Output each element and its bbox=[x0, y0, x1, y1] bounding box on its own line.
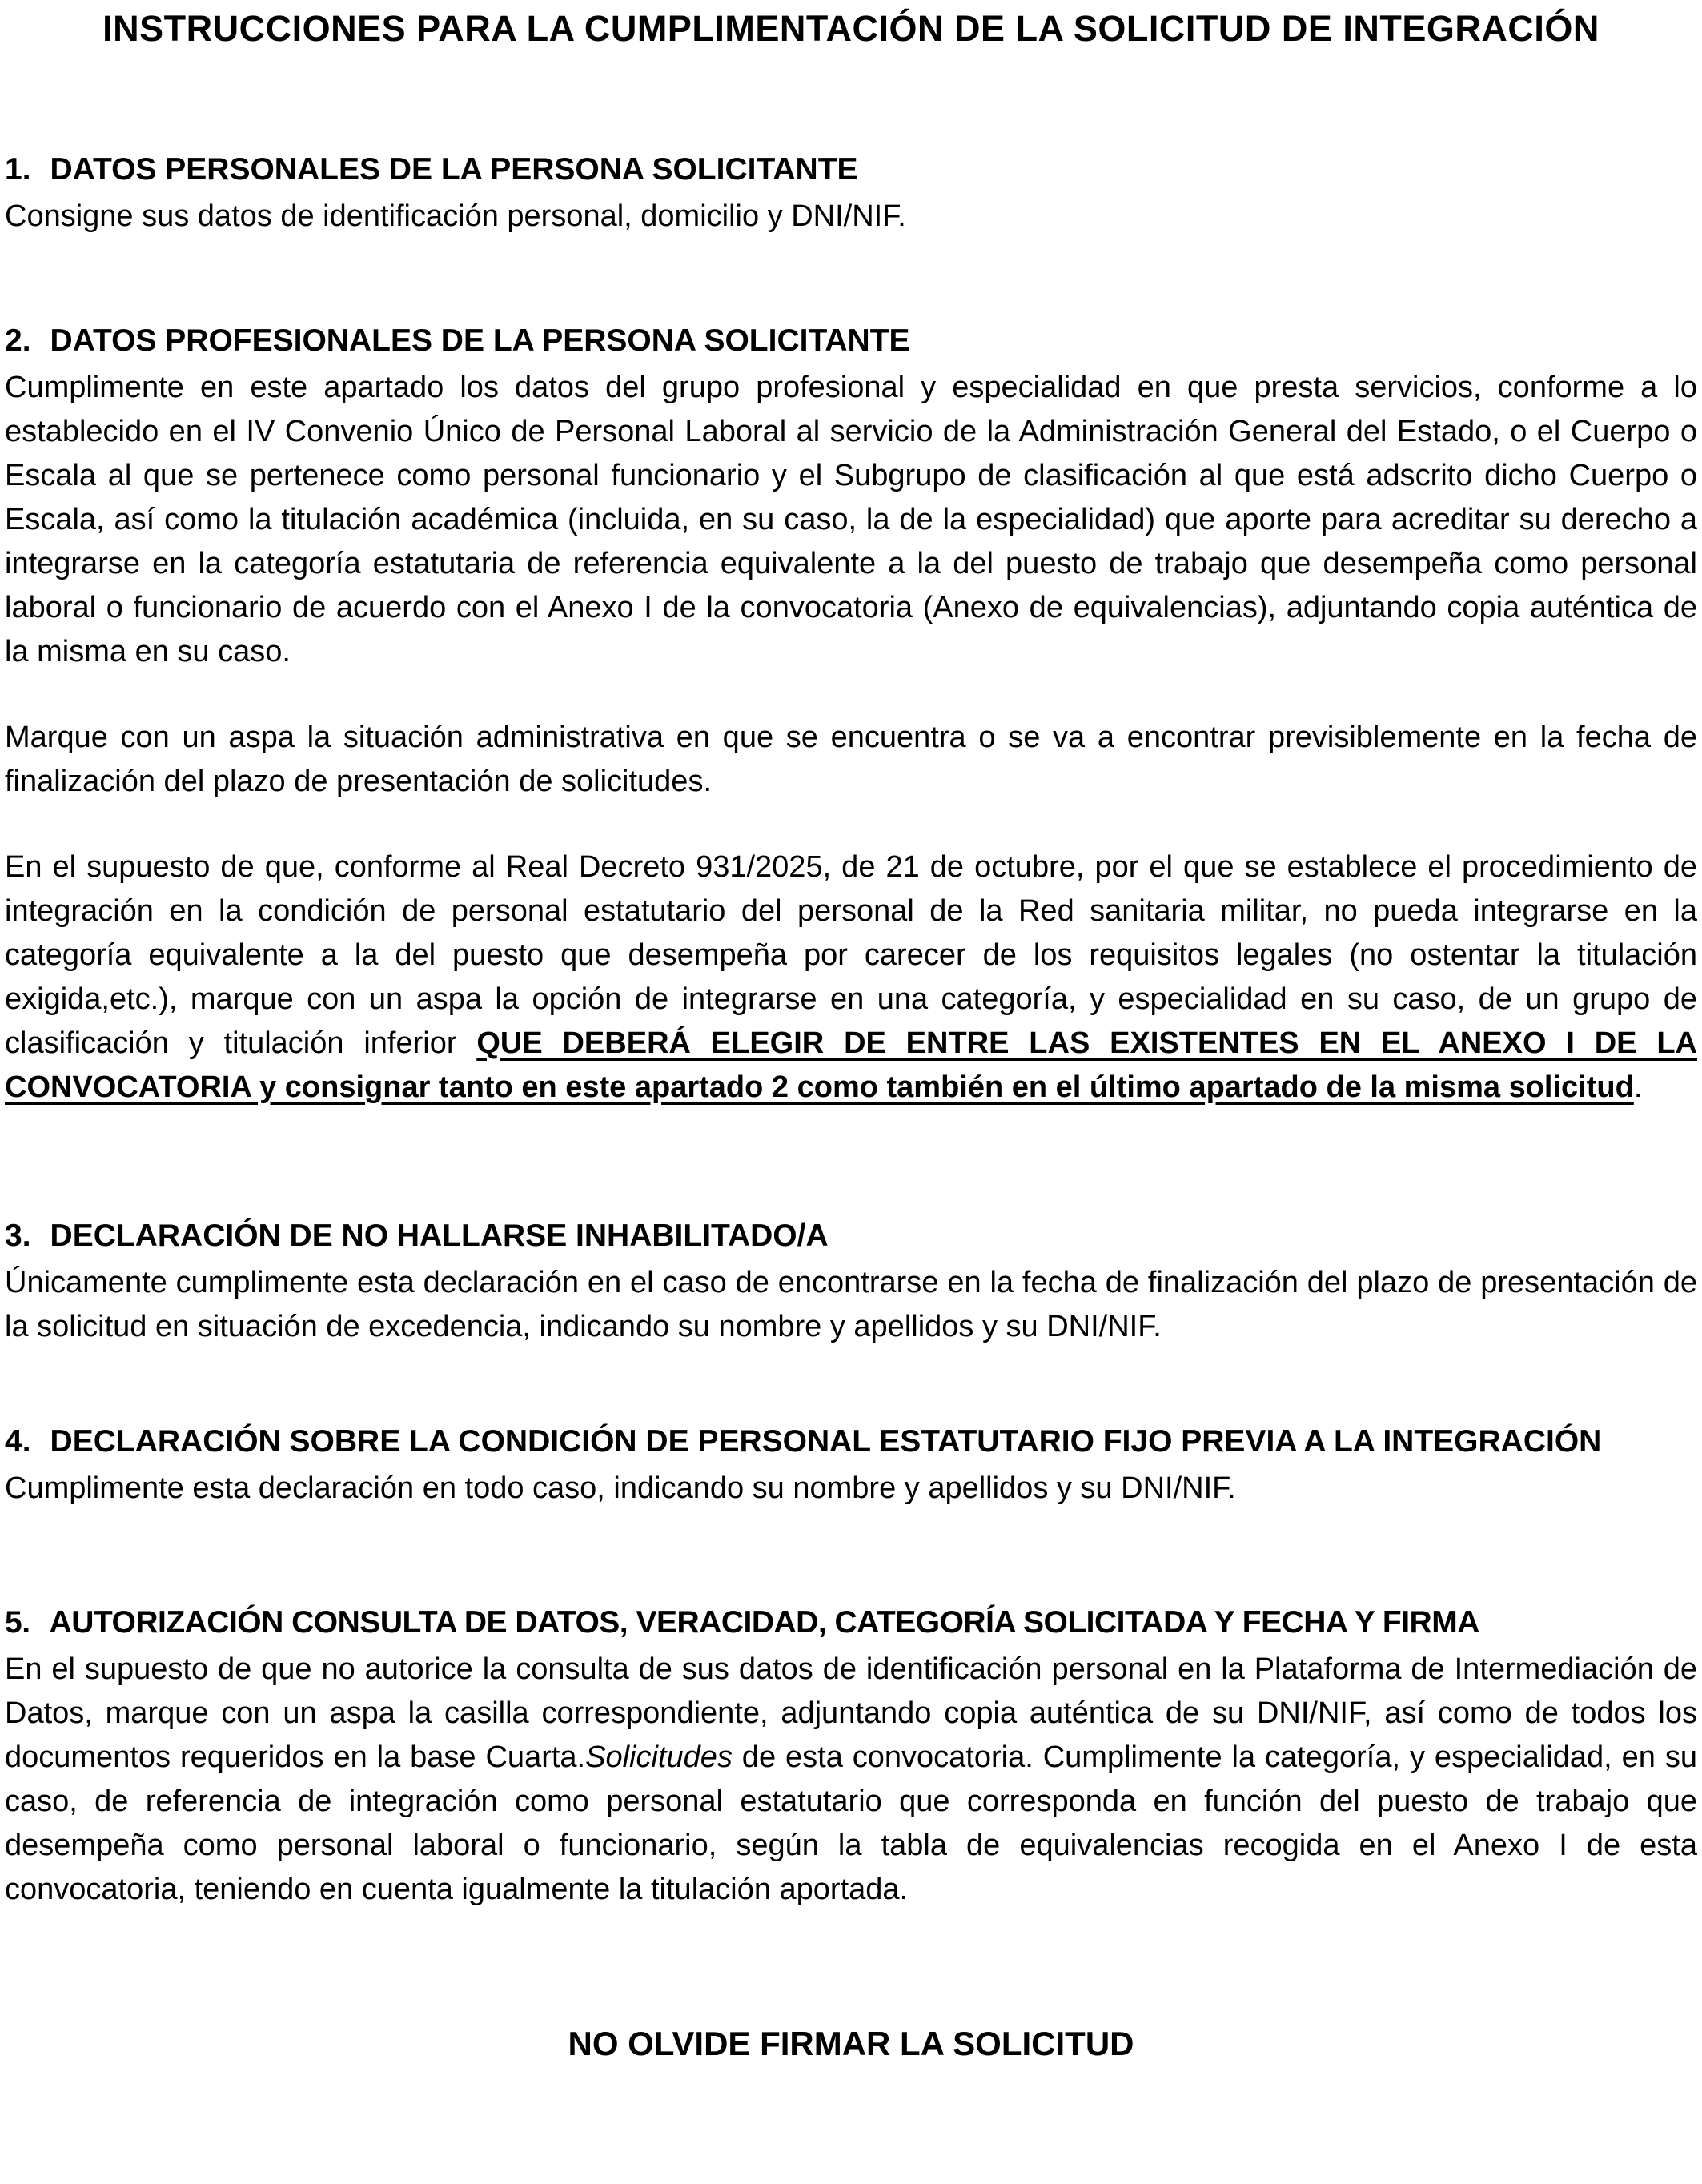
section-5-heading bbox=[5, 1600, 1697, 1644]
section-declaracion-inhabilitado bbox=[5, 1214, 1697, 1349]
paragraph-run-period: . bbox=[1633, 1070, 1643, 1104]
section-3-paragraph: Únicamente cumplimente esta declaración en el caso de encontrarse en la fecha de finalización del plazo de presentación de la solicitud en situación de excedencia, indicando su nombre y apellidos y su DNI/NIF. bbox=[5, 1266, 1697, 1343]
section-1-paragraph: Consigne sus datos de identificación personal, domicilio y DNI/NIF. bbox=[5, 199, 906, 233]
paragraph-run-rest: de esta convocatoria. Cumplimente la categoría, y especialidad, en su caso, de referencia de integración como personal estatutario que corresponda en función del puesto de trabajo que desempeña como personal laboral o funcionario, según la tabla de equivalencias recogida en el Anexo I de esta convocatoria, teniendo en cuenta igualmente la titulación aportada. bbox=[5, 1740, 1697, 1906]
section-4-number: 4. bbox=[5, 1424, 31, 1459]
footer-reminder: NO OLVIDE FIRMAR LA SOLICITUD bbox=[568, 2025, 1134, 2062]
section-5-number: 5. bbox=[5, 1605, 30, 1640]
section-4-heading-text: DECLARACIÓN SOBRE LA CONDICIÓN DE PERSONAL ESTATUTARIO FIJO PREVIA A LA INTEGRACIÓN bbox=[50, 1424, 1602, 1459]
section-3-heading-text: DECLARACIÓN DE NO HALLARSE INHABILITADO/A bbox=[50, 1218, 829, 1253]
section-2-paragraph-3 bbox=[5, 845, 1697, 1110]
section-3-number: 3. bbox=[5, 1218, 31, 1253]
section-autorizacion-consulta bbox=[5, 1600, 1697, 1912]
section-5-paragraph bbox=[5, 1648, 1697, 1912]
paragraph-run-normal: En el supuesto de que no autorice la consulta de sus datos de identificación personal en la Plataforma de Intermediación de Datos, marque con un aspa la casilla correspondiente, adjuntando copia auténtica de su DNI/NIF, así como de todos los documentos requeridos en la base Cuarta. bbox=[5, 1652, 1697, 1774]
paragraph-run-bold-underline: QUE DEBERÁ ELEGIR DE ENTRE LAS EXISTENTES EN EL ANEXO I DE LA CONVOCATORIA y consignar tanto en este apartado 2 como también en el último apartado de la misma solicitud bbox=[5, 1026, 1697, 1104]
section-2-paragraph-1: Cumplimente en este apartado los datos del grupo profesional y especialidad en que presta servicios, conforme a lo establecido en el IV Convenio Único de Personal Laboral al servicio de la Administración General del Estado, o el Cuerpo o Escala al que se pertenece como personal funcionario y el Subgrupo de clasificación al que está adscrito dicho Cuerpo o Escala, así como la titulación académica (incluida, en su caso, la de la especialidad) que aporte para acreditar su derecho a integrarse en la categoría estatutaria de referencia equivalente a la del puesto de trabajo que desempeña como personal laboral o funcionario de acuerdo con el Anexo I de la convocatoria (Anexo de equivalencias), adjuntando copia auténtica de la misma en su caso. bbox=[5, 371, 1697, 668]
section-1-heading bbox=[5, 147, 1697, 191]
section-datos-profesionales bbox=[5, 319, 1697, 1110]
paragraph-run-normal: En el supuesto de que, conforme al Real Decreto 931/2025, de 21 de octubre, por el que se establece el procedimiento de integración en la condición de personal estatutario del personal de la Red sanitaria militar, no pueda integrarse en la categoría equivalente a la del puesto que desempeña por carecer de los requisitos legales (no ostentar la titulación exigida,etc.), marque con un aspa la opción de integrarse en una categoría, y especialidad en su caso, de un grupo de clasificación y titulación inferior bbox=[5, 850, 1697, 1060]
section-datos-personales bbox=[5, 147, 1697, 239]
section-1-number: 1. bbox=[5, 152, 31, 187]
section-4-paragraph: Cumplimente esta declaración en todo caso, indicando su nombre y apellidos y su DNI/NIF. bbox=[5, 1471, 1236, 1505]
section-2-paragraph-2: Marque con un aspa la situación administrativa en que se encuentra o se va a encontrar previsiblemente en la fecha de finalización del plazo de presentación de solicitudes. bbox=[5, 721, 1697, 798]
paragraph-run-italic: Solicitudes bbox=[585, 1740, 733, 1774]
section-2-number: 2. bbox=[5, 323, 31, 358]
section-2-heading-text: DATOS PROFESIONALES DE LA PERSONA SOLICITANTE bbox=[50, 323, 910, 358]
section-3-heading bbox=[5, 1214, 1697, 1258]
section-4-heading bbox=[5, 1419, 1697, 1463]
document-title: INSTRUCCIONES PARA LA CUMPLIMENTACIÓN DE LA SOLICITUD DE INTEGRACIÓN bbox=[102, 8, 1600, 49]
section-1-heading-text: DATOS PERSONALES DE LA PERSONA SOLICITANTE bbox=[50, 152, 858, 187]
section-2-heading bbox=[5, 319, 1697, 363]
section-declaracion-estatutario bbox=[5, 1419, 1697, 1511]
section-5-heading-text: AUTORIZACIÓN CONSULTA DE DATOS, VERACIDAD, CATEGORÍA SOLICITADA Y FECHA Y FIRMA bbox=[49, 1605, 1479, 1640]
